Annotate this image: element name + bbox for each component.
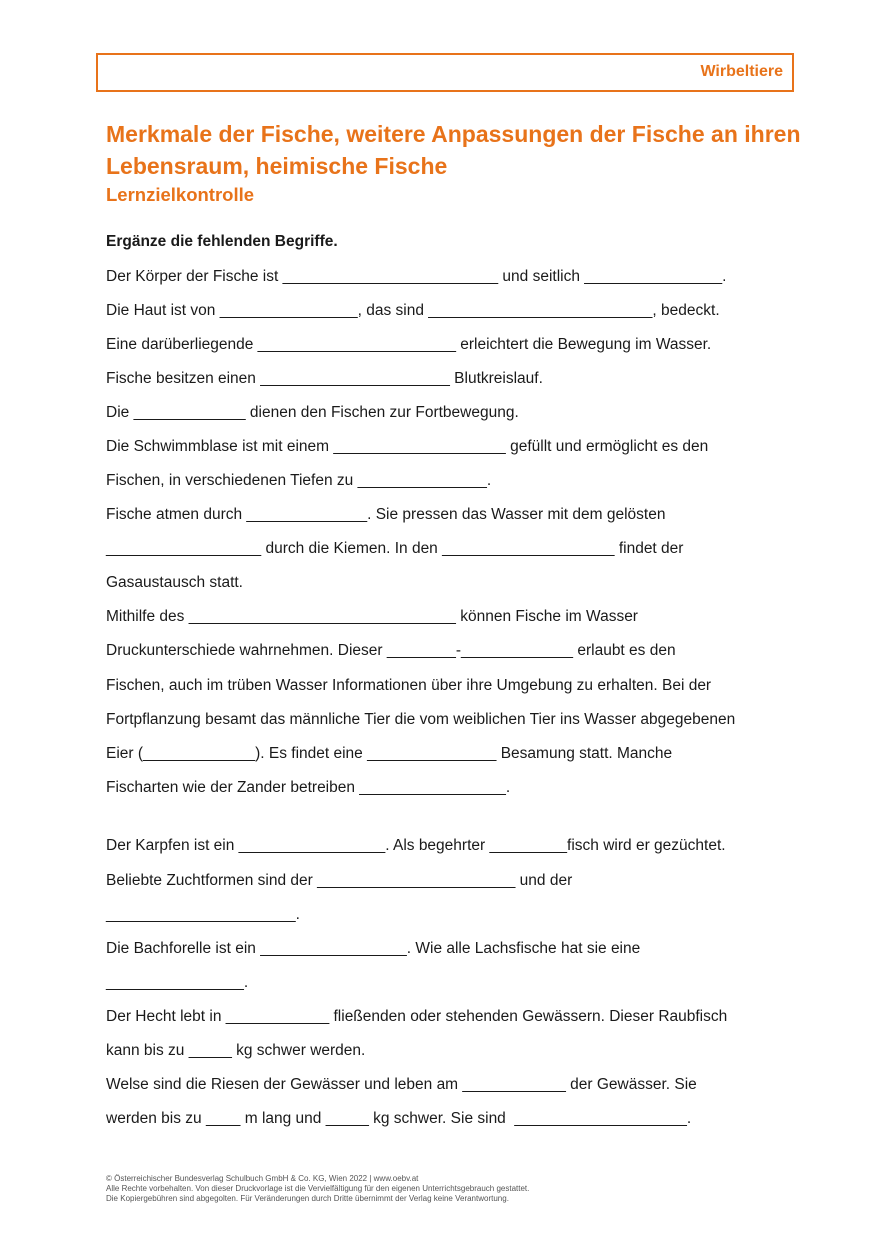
cloze-line: ________________. (106, 974, 249, 991)
cloze-line: Der Körper der Fische ist _________________________ und seitlich ________________. (106, 268, 727, 285)
header-box (96, 53, 794, 92)
cloze-line: Fortpflanzung besamt das männliche Tier die vom weiblichen Tier ins Wasser abgegebenen (106, 711, 736, 728)
cloze-line: Fischen, in verschiedenen Tiefen zu _______________. (106, 472, 492, 489)
cloze-line: werden bis zu ____ m lang und _____ kg schwer. Sie sind ____________________. (106, 1110, 692, 1127)
cloze-line: ______________________. (106, 906, 300, 923)
task-instruction: Ergänze die fehlenden Begriffe. (106, 233, 338, 250)
cloze-line: Beliebte Zuchtformen sind der _______________________ und der (106, 872, 573, 889)
cloze-line: Fische besitzen einen ______________________ Blutkreislauf. (106, 370, 543, 387)
footer-line: © Österreichischer Bundesverlag Schulbuch GmbH & Co. KG, Wien 2022 | www.oebv.at (106, 1174, 419, 1183)
cloze-line: kann bis zu _____ kg schwer werden. (106, 1042, 366, 1059)
cloze-line: Fischarten wie der Zander betreiben _________________. (106, 779, 511, 796)
cloze-line: Eine darüberliegende _______________________ erleichtert die Bewegung im Wasser. (106, 336, 712, 353)
copyright-footer (106, 1174, 529, 1204)
cloze-line: Eier (_____________). Es findet eine _______________ Besamung statt. Manche (106, 745, 673, 762)
page-title: Merkmale der Fische, weitere Anpassungen der Fische an ihren Lebensraum, heimische Fische (106, 121, 801, 179)
footer-line: Alle Rechte vorbehalten. Von dieser Druckvorlage ist die Vervielfältigung für den eigenen Unterrichtsgebrauch gestattet. (106, 1184, 530, 1193)
cloze-line: Die Haut ist von ________________, das sind __________________________, bedeckt. (106, 302, 720, 319)
cloze-line: Der Hecht lebt in ____________ fließenden oder stehenden Gewässern. Dieser Raubfisch (106, 1008, 728, 1025)
footer-line: Die Kopiergebühren sind abgegolten. Für Veränderungen durch Dritte übernimmt der Verlag keine Verantwortung. (106, 1194, 509, 1203)
cloze-line: Fischen, auch im trüben Wasser Informationen über ihre Umgebung zu erhalten. Bei der (106, 677, 712, 694)
cloze-line: __________________ durch die Kiemen. In den ____________________ findet der (106, 540, 684, 557)
cloze-line: Die _____________ dienen den Fischen zur Fortbewegung. (106, 404, 519, 421)
page-subtitle: Lernzielkontrolle (106, 184, 255, 205)
cloze-line: Die Schwimmblase ist mit einem ____________________ gefüllt und ermöglicht es den (106, 438, 709, 455)
cloze-line: Welse sind die Riesen der Gewässer und leben am ____________ der Gewässer. Sie (106, 1076, 697, 1093)
header-label: Wirbeltiere (700, 63, 783, 80)
cloze-line: Mithilfe des _______________________________ können Fische im Wasser (106, 608, 638, 625)
cloze-line: Die Bachforelle ist ein _________________. Wie alle Lachsfische hat sie eine (106, 940, 641, 957)
cloze-line: Gasaustausch statt. (106, 574, 243, 591)
cloze-line: Druckunterschiede wahrnehmen. Dieser ________-_____________ erlaubt es den (106, 642, 676, 659)
cloze-line: Der Karpfen ist ein _________________. Als begehrter _________fisch wird er gezüchtet. (106, 837, 726, 854)
cloze-line: Fische atmen durch ______________. Sie pressen das Wasser mit dem gelösten (106, 506, 666, 523)
